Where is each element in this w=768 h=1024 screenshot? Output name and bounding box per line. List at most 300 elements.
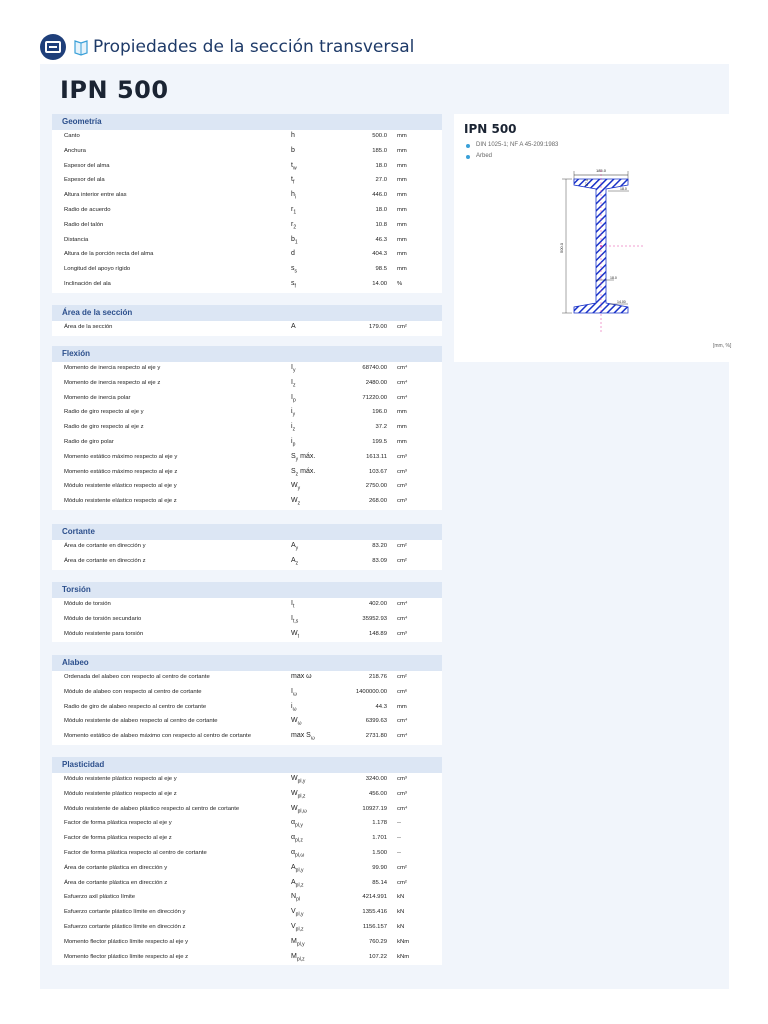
property-row [52, 495, 442, 510]
property-value: 14.00 [372, 280, 387, 287]
property-label: Espesor del alma [64, 162, 110, 169]
property-symbol [291, 688, 297, 697]
symbol-main: b [291, 235, 295, 243]
symbol-main: W [291, 497, 298, 505]
property-label: Momento flector plástico límite respecto al eje z [64, 953, 189, 960]
property-unit: -- [397, 820, 401, 827]
property-row [52, 436, 442, 451]
property-unit: cm² [397, 674, 407, 680]
radius-label: 18.0 [620, 187, 627, 191]
symbol-main: max ω [291, 673, 312, 680]
property-symbol [291, 908, 303, 917]
property-symbol [291, 673, 312, 680]
symbol-main: A [291, 878, 296, 886]
symbol-subscript: pl,z [295, 881, 304, 888]
section-5 [52, 655, 442, 745]
property-value: 218.76 [368, 674, 387, 680]
symbol-subscript: y [292, 411, 296, 418]
property-unit: cm⁴ [397, 733, 408, 740]
units-note: [mm, %] [713, 343, 732, 349]
property-unit: mm [397, 221, 407, 228]
property-value: 18.0 [375, 206, 387, 213]
app-header [40, 30, 414, 64]
profile-title: IPN 500 [60, 76, 169, 104]
symbol-subscript: t [292, 603, 295, 610]
property-value: 18.0 [375, 162, 387, 169]
property-value: 2731.80 [365, 733, 387, 740]
symbol-main: V [291, 908, 296, 916]
symbol-subscript: pl [296, 896, 300, 903]
property-unit: cm³ [397, 498, 407, 505]
property-label: Momento estático de alabeo máximo con respecto al centro de cortante [64, 733, 251, 740]
property-label: Altura de la porción recta del alma [64, 251, 154, 258]
symbol-main: M [291, 937, 297, 945]
property-value: 2750.00 [365, 483, 387, 490]
property-value: 179.00 [368, 324, 387, 330]
symbol-main: A [291, 863, 296, 871]
symbol-suffix: máx. [298, 467, 316, 475]
property-row [52, 189, 442, 204]
symbol-main: I [291, 393, 293, 401]
property-row [52, 936, 442, 951]
property-value: 107.22 [368, 953, 387, 960]
symbol-main: α [291, 819, 296, 827]
property-label: Esfuerzo cortante plástico límite en dirección z [64, 923, 186, 930]
symbol-main: t [291, 176, 293, 184]
symbol-main: I [291, 614, 293, 622]
property-row [52, 377, 442, 392]
property-symbol [291, 162, 297, 171]
section-6 [52, 757, 442, 965]
property-label: Esfuerzo axil plástico límite [64, 894, 136, 901]
property-value: 446.0 [372, 192, 387, 199]
section-4 [52, 582, 442, 642]
property-label: Factor de forma plástica respecto al centro de cortante [64, 849, 207, 856]
property-symbol [291, 615, 298, 624]
property-value: 35952.93 [362, 615, 387, 622]
property-symbol [291, 394, 296, 403]
property-row [52, 891, 442, 906]
section-header: Área de la sección [52, 305, 442, 321]
slope-label: 14.00 [617, 300, 626, 304]
property-symbol [291, 364, 295, 373]
property-label: Radio del talón [64, 221, 104, 228]
property-unit: mm [397, 133, 407, 139]
symbol-main: h [291, 132, 295, 139]
property-row [52, 174, 442, 189]
property-symbol [291, 497, 300, 506]
symbol-main: V [291, 922, 296, 930]
symbol-main: M [291, 952, 297, 960]
symbol-subscript: y [295, 545, 299, 552]
property-label: Radio de acuerdo [64, 206, 111, 213]
property-row [52, 788, 442, 803]
property-row [52, 862, 442, 877]
property-label: Módulo resistente plástico respecto al eje y [64, 776, 177, 782]
property-symbol [291, 542, 298, 551]
symbol-subscript: pl,z [296, 955, 305, 962]
section-header: Flexión [52, 346, 442, 362]
property-value: 37.2 [375, 424, 387, 431]
property-row [52, 278, 442, 293]
property-row [52, 321, 442, 336]
symbol-main: d [291, 250, 295, 258]
property-unit: mm [397, 147, 407, 154]
property-label: Módulo de alabeo con respecto al centro de cortante [64, 688, 202, 695]
property-row [52, 951, 442, 966]
symbol-main: i [291, 702, 293, 710]
property-label: Momento de inercia respecto al eje z [64, 379, 161, 386]
section-0 [52, 114, 442, 293]
property-label: Factor de forma plástica respecto al eje z [64, 835, 172, 842]
symbol-subscript: pl,z [297, 793, 306, 800]
property-label: Canto [64, 133, 80, 139]
property-label: Módulo resistente elástico respecto al eje z [64, 498, 177, 505]
property-row [52, 466, 442, 481]
property-value: 1400000.00 [355, 688, 387, 695]
property-value: 2480.00 [365, 379, 387, 386]
symbol-subscript: pl,y [295, 822, 303, 829]
property-row [52, 832, 442, 847]
symbol-main: W [291, 789, 298, 797]
symbol-subscript: w [292, 164, 297, 171]
symbol-suffix: máx. [298, 452, 316, 460]
book-icon [72, 38, 90, 56]
symbol-subscript: 2 [293, 224, 297, 231]
section-header: Plasticidad [52, 757, 442, 773]
property-value: 1.500 [372, 849, 387, 856]
symbol-subscript: pl,z [295, 926, 304, 933]
symbol-subscript: ω [297, 720, 302, 727]
symbol-main: W [291, 717, 298, 725]
property-value: 402.00 [368, 601, 387, 607]
property-unit: cm⁴ [397, 601, 408, 607]
property-value: 1613.11 [366, 453, 387, 460]
symbol-subscript: ω [292, 705, 297, 712]
property-label: Distancia [64, 236, 89, 243]
symbol-main: S [291, 467, 296, 475]
symbol-subscript: pl,y [295, 867, 304, 874]
property-unit: cm² [397, 543, 407, 549]
property-unit: cm⁴ [397, 718, 408, 725]
property-unit: cm³ [397, 453, 407, 460]
property-symbol [291, 423, 295, 432]
symbol-subscript: z [295, 470, 299, 477]
property-symbol [291, 468, 315, 477]
symbol-subscript: y [292, 367, 296, 374]
property-value: 68740.00 [362, 365, 387, 371]
property-value: 99.90 [372, 864, 387, 871]
property-unit: cm² [397, 879, 407, 886]
property-label: Ordenada del alabeo con respecto al centro de cortante [64, 674, 210, 680]
section-header: Cortante [52, 524, 442, 540]
property-label: Momento de inercia polar [64, 394, 131, 401]
property-symbol [291, 250, 295, 257]
property-symbol [291, 280, 296, 289]
property-row [52, 480, 442, 495]
property-row [52, 219, 442, 234]
property-label: Área de cortante plástica en dirección y [64, 864, 168, 871]
symbol-subscript: pl,ω [295, 852, 305, 859]
section-header: Alabeo [52, 655, 442, 671]
property-unit: cm⁴ [397, 615, 408, 622]
property-symbol [291, 557, 298, 566]
symbol-subscript: z [292, 382, 296, 389]
property-symbol [291, 893, 300, 902]
property-label: Radio de giro respecto al eje y [64, 409, 144, 416]
property-unit: kN [397, 894, 405, 901]
property-unit: mm [397, 236, 407, 243]
property-row [52, 362, 442, 377]
property-unit: cm⁴ [397, 805, 408, 812]
property-row [52, 730, 442, 745]
property-label: Momento estático máximo respecto al eje y [64, 453, 178, 460]
property-value: 1156.157 [362, 923, 387, 930]
property-unit: kN [397, 909, 405, 916]
property-row [52, 540, 442, 555]
property-row [52, 555, 442, 570]
property-symbol [291, 453, 315, 462]
property-label: Módulo resistente plástico respecto al eje z [64, 790, 177, 797]
property-label: Módulo de torsión secundario [64, 615, 142, 622]
property-symbol [291, 408, 295, 417]
property-value: 27.0 [375, 177, 387, 184]
symbol-subscript: z [292, 426, 296, 433]
symbol-main: i [291, 423, 293, 431]
property-symbol [291, 482, 300, 491]
property-row [52, 817, 442, 832]
property-unit: cm³ [397, 468, 407, 475]
symbol-subscript: i [294, 194, 297, 201]
property-row [52, 204, 442, 219]
symbol-main: W [291, 804, 298, 812]
property-unit: -- [397, 835, 401, 842]
property-unit: kNm [397, 938, 410, 945]
property-label: Radio de giro de alabeo respecto al centro de cortante [64, 703, 207, 710]
height-label: 500.0 [559, 242, 564, 254]
property-unit: mm [397, 438, 407, 445]
standards-list [466, 142, 558, 164]
property-label: Altura interior entre alas [64, 192, 127, 199]
symbol-subscript: s [294, 268, 297, 275]
property-value: 6399.63 [365, 718, 387, 725]
property-symbol [291, 221, 296, 230]
property-label: Momento de inercia respecto al eje y [64, 365, 161, 371]
property-label: Módulo resistente elástico respecto al eje y [64, 483, 177, 490]
property-unit: cm² [397, 864, 407, 871]
symbol-main: α [291, 848, 296, 856]
symbol-main: A [291, 542, 296, 549]
symbol-subscript: t,s [292, 618, 299, 625]
property-row [52, 421, 442, 436]
property-value: 3240.00 [365, 776, 387, 782]
symbol-main: b [291, 146, 295, 154]
property-label: Esfuerzo cortante plástico límite en dirección y [64, 909, 186, 916]
property-unit: cm⁴ [397, 365, 408, 371]
property-row [52, 803, 442, 818]
property-symbol [291, 132, 295, 139]
symbol-main: i [291, 437, 293, 445]
profile-drawing [554, 160, 664, 340]
property-row [52, 160, 442, 175]
property-row [52, 877, 442, 892]
property-symbol [291, 953, 305, 962]
property-value: 148.89 [368, 630, 387, 637]
property-row [52, 686, 442, 701]
property-row [52, 847, 442, 862]
property-symbol [291, 379, 295, 388]
property-value: 83.20 [372, 543, 387, 549]
width-label: 185.0 [595, 168, 607, 173]
property-symbol [291, 938, 305, 947]
property-unit: % [397, 280, 403, 287]
property-label: Radio de giro respecto al eje z [64, 424, 144, 431]
property-value: 500.0 [372, 133, 387, 139]
property-symbol [291, 630, 299, 639]
property-value: 83.09 [372, 557, 387, 564]
symbol-subscript: pl,y [296, 941, 305, 948]
property-label: Módulo resistente de alabeo respecto al centro de cortante [64, 718, 218, 725]
property-unit: cm³ [397, 790, 407, 797]
symbol-subscript: pl,y [297, 778, 306, 785]
property-row [52, 613, 442, 628]
section-header: Geometría [52, 114, 442, 130]
property-unit: kN [397, 923, 405, 930]
symbol-subscript: f [294, 283, 296, 290]
property-value: 10.8 [375, 221, 387, 228]
property-symbol [291, 191, 296, 200]
panel-title: IPN 500 [464, 122, 517, 136]
property-row [52, 906, 442, 921]
property-label: Radio de giro polar [64, 438, 114, 445]
property-symbol [291, 176, 294, 185]
property-unit: cm² [397, 557, 407, 564]
symbol-main: r [291, 220, 294, 228]
property-label: Espesor del ala [64, 177, 105, 184]
property-row [52, 715, 442, 730]
property-value: 268.00 [368, 498, 387, 505]
symbol-main: max S [291, 732, 311, 740]
property-value: 1.701 [372, 835, 387, 842]
page-title: Propiedades de la sección transversal [93, 37, 415, 57]
symbol-main: s [291, 279, 295, 287]
property-label: Momento estático máximo respecto al eje z [64, 468, 178, 475]
property-label: Área de cortante plástica en dirección z [64, 879, 168, 886]
symbol-subscript: z [297, 500, 301, 507]
property-unit: cm³ [397, 630, 407, 637]
standard-item: Arbed [466, 153, 558, 159]
symbol-main: I [291, 378, 293, 386]
symbol-subscript: pl,z [295, 837, 303, 844]
property-unit: mm [397, 703, 407, 710]
property-row [52, 130, 442, 145]
property-unit: cm³ [397, 776, 407, 782]
property-value: 85.14 [372, 879, 387, 886]
flange-label: 27.0 [585, 179, 589, 186]
property-unit: mm [397, 266, 407, 273]
property-symbol [291, 923, 303, 932]
symbol-subscript: p [292, 396, 296, 403]
property-row [52, 145, 442, 160]
symbol-main: W [291, 629, 298, 637]
property-unit: mm [397, 424, 407, 431]
property-unit: kNm [397, 953, 410, 960]
property-row [52, 628, 442, 643]
property-value: 46.3 [375, 236, 387, 243]
property-symbol [291, 703, 296, 712]
symbol-main: s [291, 265, 295, 273]
property-value: 456.00 [368, 790, 387, 797]
property-value: 10927.19 [362, 805, 387, 812]
property-symbol [291, 790, 305, 799]
symbol-main: W [291, 775, 298, 782]
property-row [52, 263, 442, 278]
symbol-main: I [291, 364, 293, 371]
property-unit: mm [397, 206, 407, 213]
web-label: 18.0 [610, 276, 617, 280]
symbol-main: I [291, 687, 293, 695]
property-label: Área de cortante en dirección z [64, 557, 146, 564]
property-value: 760.29 [368, 938, 387, 945]
symbol-main: i [291, 408, 293, 416]
symbol-main: A [291, 556, 296, 564]
property-value: 196.0 [372, 409, 387, 416]
symbol-main: t [291, 161, 293, 169]
symbol-subscript: y [295, 456, 299, 463]
property-label: Módulo de torsión [64, 601, 111, 607]
property-label: Anchura [64, 147, 86, 154]
property-symbol [291, 805, 307, 814]
property-value: 4214.991 [362, 894, 387, 901]
property-value: 44.3 [375, 703, 387, 710]
property-unit: mm [397, 192, 407, 199]
standard-item: DIN 1025-1; NF A 45-209:1983 [466, 142, 558, 148]
symbol-main: I [291, 600, 293, 607]
property-symbol [291, 206, 296, 215]
property-value: 1355.416 [362, 909, 387, 916]
symbol-main: α [291, 834, 296, 842]
profile-panel [454, 114, 732, 362]
property-symbol [291, 265, 297, 274]
property-value: 98.5 [375, 266, 387, 273]
property-symbol [291, 775, 305, 784]
property-value: 103.67 [368, 468, 387, 475]
property-unit: cm² [397, 324, 407, 330]
property-value: 199.5 [372, 438, 387, 445]
property-label: Módulo resistente para torsión [64, 630, 144, 637]
property-label: Factor de forma plástica respecto al eje y [64, 820, 172, 827]
section-1 [52, 305, 442, 336]
property-unit: mm [397, 251, 407, 258]
property-row [52, 598, 442, 613]
symbol-subscript: z [295, 560, 299, 567]
dlubal-logo[interactable] [40, 34, 66, 60]
property-row [52, 392, 442, 407]
section-header: Torsión [52, 582, 442, 598]
property-unit: mm [397, 162, 407, 169]
property-value: 1.178 [372, 820, 387, 827]
property-label: Inclinación del ala [64, 280, 111, 287]
property-symbol [291, 849, 304, 858]
property-row [52, 406, 442, 421]
symbol-main: r [291, 205, 294, 213]
property-symbol [291, 600, 294, 609]
property-unit: cm⁴ [397, 394, 408, 401]
symbol-main: S [291, 452, 296, 460]
symbol-subscript: y [297, 485, 301, 492]
property-row [52, 248, 442, 263]
symbol-subscript: p [292, 441, 296, 448]
